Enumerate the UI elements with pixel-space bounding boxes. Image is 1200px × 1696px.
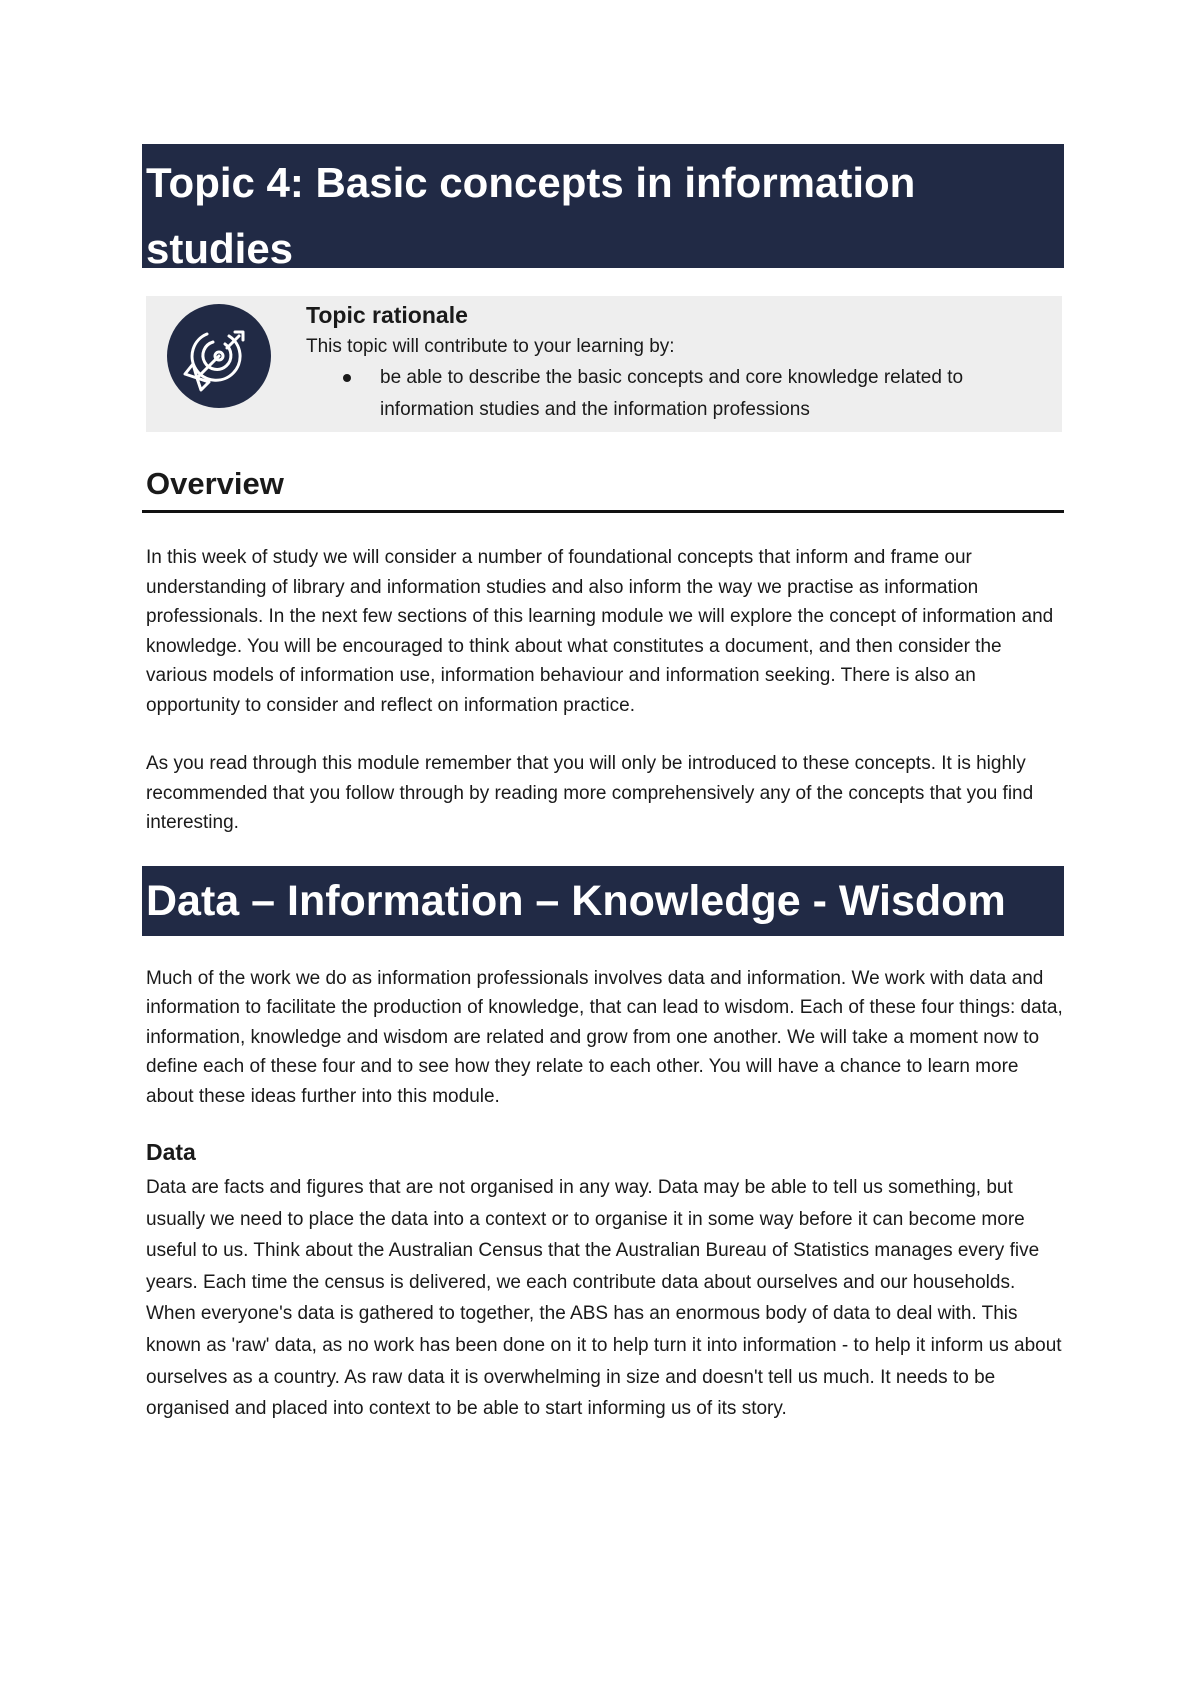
- section-divider: [142, 510, 1064, 513]
- target-arrow-icon: [167, 304, 271, 408]
- rationale-heading: Topic rationale: [306, 302, 468, 328]
- dikw-heading: Data – Information – Knowledge - Wisdom: [146, 876, 1006, 925]
- topic-rationale-box: [146, 296, 1062, 432]
- topic-title: Topic 4: Basic concepts in information studies: [146, 159, 916, 272]
- dikw-intro-paragraph: Much of the work we do as information professionals involves data and information. We work with data and information to facilitate the production of knowledge, that can lead to wisdom. Each of these four things: data, information, knowledge and wisdom are related and grow from one another. We will take a moment now to define each of these four and to see how they relate to each other. You will have a chance to learn more about these ideas further into this module.: [146, 967, 1063, 1107]
- topic-title-banner: [142, 144, 1064, 272]
- list-item: be able to describe the basic concepts and core knowledge related to information studies and the information professions: [306, 362, 1052, 426]
- rationale-content: [306, 300, 1052, 426]
- overview-paragraph-1: In this week of study we will consider a number of foundational concepts that inform and frame our understanding of library and information studies and also inform the way we practise as information professionals. In the next few sections of this learning module we will explore the concept of information and knowledge. You will be encouraged to think about what constitutes a document, and then consider the various models of information use, information behaviour and information seeking. There is also an opportunity to consider and reflect on information practice.: [146, 547, 1054, 716]
- overview-paragraph-2: As you read through this module remember that you will only be introduced to these concepts. It is highly recommended that you follow through by reading more comprehensively any of the concepts that you find interesting.: [146, 753, 1034, 833]
- rationale-intro: This topic will contribute to your learning by:: [306, 336, 675, 357]
- document-page: [142, 144, 1064, 1425]
- overview-heading: Overview: [146, 466, 284, 501]
- dikw-heading-banner: [142, 866, 1064, 936]
- data-subheading: Data: [146, 1139, 196, 1165]
- rationale-list: [306, 362, 1052, 426]
- data-paragraph: Data are facts and figures that are not organised in any way. Data may be able to tell us something, but usually we need to place the data into a context or to organise it in some way before it can become more useful to us. Think about the Australian Census that the Australian Bureau of Statistics manages every five years. Each time the census is delivered, we each contribute data about ourselves and our households. When everyone's data is gathered to together, the ABS has an enormous body of data to deal with. This known as 'raw' data, as no work has been done on it to help turn it into information - to help it inform us about ourselves as a country. As raw data it is overwhelming in size and doesn't tell us much. It needs to be organised and placed into context to be able to start informing us of its story.: [146, 1177, 1062, 1420]
